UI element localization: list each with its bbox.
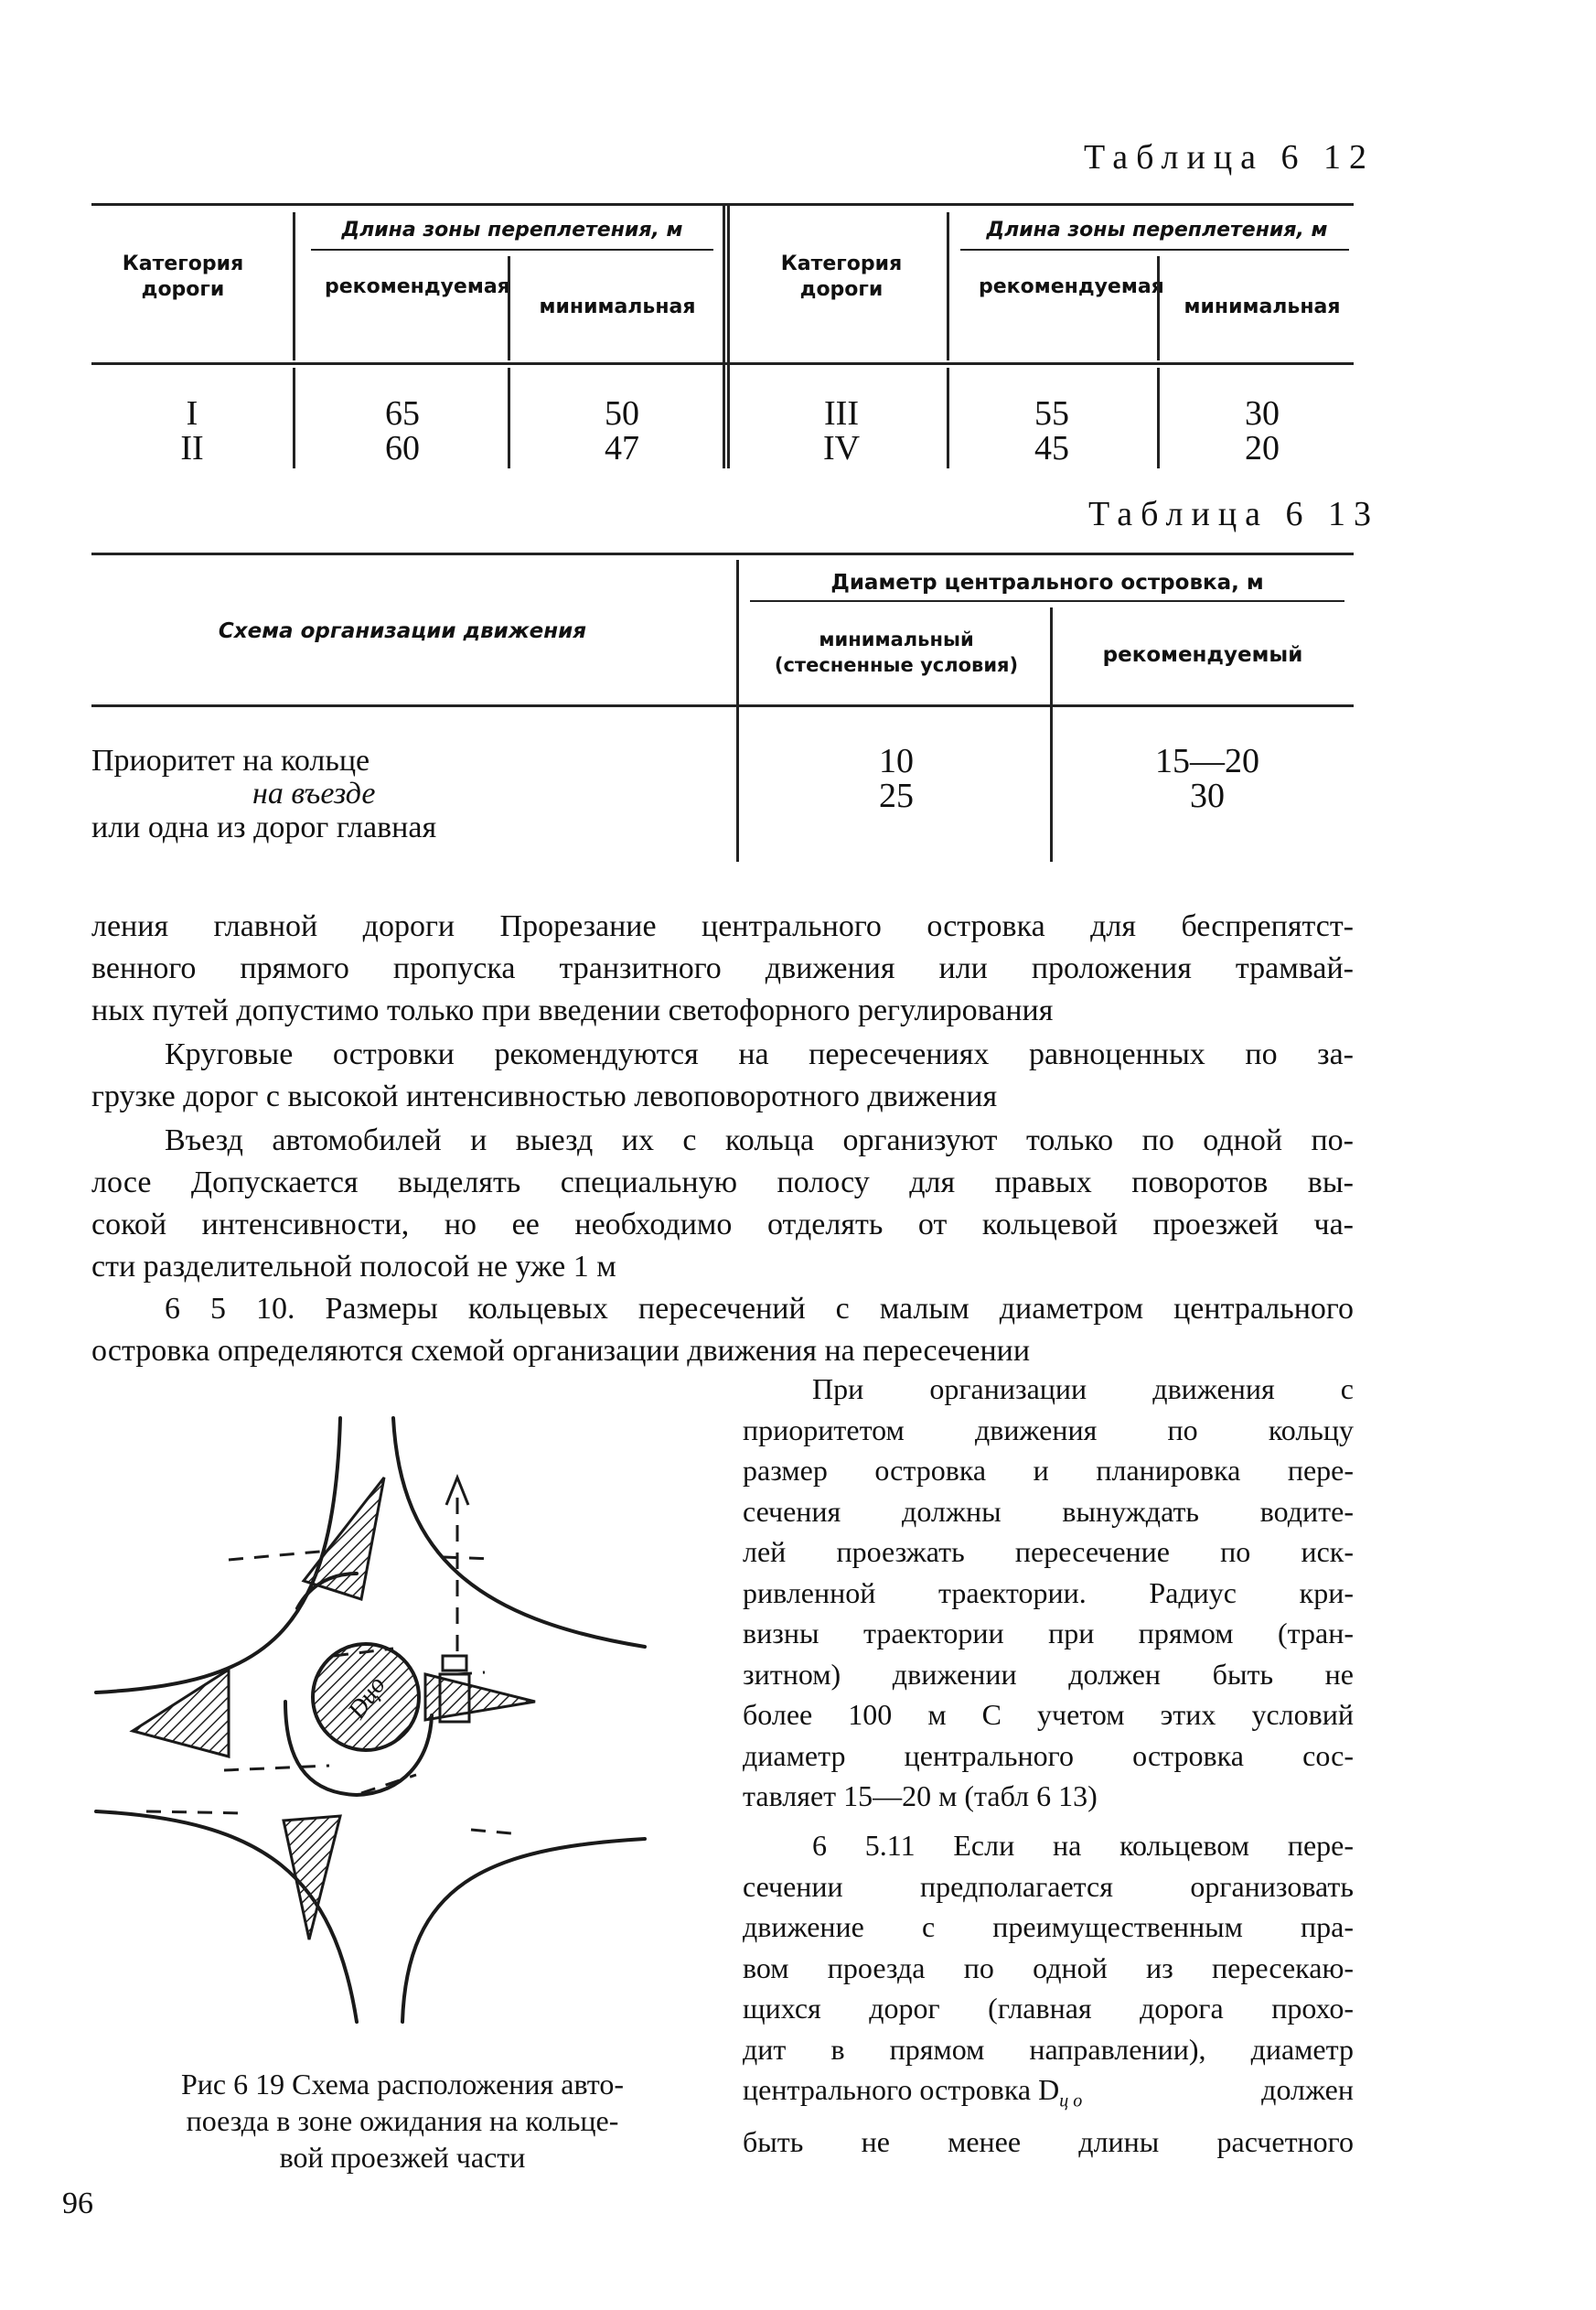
text-line: ления главной дороги Прорезание центрального островка для беспрепятст- <box>91 909 1354 943</box>
figure-caption <box>91 2066 713 2176</box>
table-612-cell: 60 <box>385 429 420 467</box>
table-612-center-double-rule <box>723 203 730 468</box>
caption-line: поезда в зоне ожидания на кольце- <box>186 2104 619 2137</box>
text-line: дит в прямом направлении), диаметр <box>743 2032 1354 2066</box>
text-line: тавляет 15—20 м (табл 6 13) <box>743 1779 1098 1812</box>
table-612-divider <box>1157 368 1160 468</box>
text-line: сокой интенсивности, но ее необходимо отделять от кольцевой проезжей ча- <box>91 1208 1354 1241</box>
table-612-col-recommended-left: рекомендуемая <box>325 275 510 298</box>
table-613-scheme: Приоритет на кольце <box>91 744 370 778</box>
paragraph <box>91 906 1354 1032</box>
table-612-cell: 30 <box>1245 394 1280 433</box>
table-613-sub-rule <box>750 600 1344 602</box>
table-612-cell: 55 <box>1034 394 1069 433</box>
caption-line: Рис 6 19 Схема расположения авто- <box>181 2068 624 2100</box>
text-line: 6 5.11 Если на кольцевом пере- <box>812 1829 1354 1862</box>
text-line: движение с преимущественным пра- <box>743 1910 1354 1943</box>
paragraph <box>91 1288 1354 1372</box>
table-613-scheme: или одна из дорог главная <box>91 811 437 844</box>
table-612-cell: 50 <box>605 394 639 433</box>
text-line: зитном) движении должен быть не <box>743 1657 1354 1691</box>
text-line: При организации движения с <box>812 1372 1354 1405</box>
text-line: размер островка и планировка пере- <box>743 1454 1354 1487</box>
table-612-cell: I <box>186 394 198 433</box>
table-612-divider <box>293 368 295 468</box>
table-613-divider <box>1050 607 1053 862</box>
island-label: Dцо <box>342 1671 391 1724</box>
table-612-cell: III <box>824 394 859 433</box>
table-612-cell: 65 <box>385 394 420 433</box>
table-612-cell: 20 <box>1245 429 1280 467</box>
text-line <box>743 2069 1354 2122</box>
text-line: визны траектории при прямом (тран- <box>743 1617 1354 1649</box>
table-613-cell: 25 <box>879 777 914 815</box>
caption-line: вой проезжей части <box>279 2141 526 2174</box>
table-613-col-recommended: рекомендуемый <box>1102 643 1303 667</box>
table-612-col-minimal-left: минимальная <box>539 295 696 318</box>
table-612-header-rule <box>91 362 1354 365</box>
text-line: приоритетом движения по кольцу <box>743 1413 1354 1446</box>
table-613-divider <box>736 560 739 862</box>
table-612-col-minimal-right: минимальная <box>1184 295 1341 318</box>
table-613-cell: 15—20 <box>1155 742 1259 780</box>
table-612-sub-rule-left <box>311 249 713 251</box>
text-line: щихся дорог (главная дорога прохо- <box>743 1992 1354 2025</box>
table-612-cell: 47 <box>605 429 639 467</box>
text-fragment: должен <box>1261 2073 1354 2106</box>
paragraph <box>91 1034 1354 1118</box>
table-612-col-category-right: Категория дороги <box>780 252 903 301</box>
table-612-divider <box>947 212 949 360</box>
text-line: быть не менее длины расчетного <box>743 2124 1354 2158</box>
paragraph <box>743 1369 1354 1817</box>
text-line: грузке дорог с высокой интенсивностью левоповоротного движения <box>91 1080 998 1113</box>
paragraph <box>91 1120 1354 1288</box>
table-613-cell: 30 <box>1190 777 1225 815</box>
table-612-col-recommended-right: рекомендуемая <box>979 275 1164 298</box>
table-613-caption: Таблица 6 13 <box>1088 495 1380 533</box>
table-612-cell: II <box>180 429 204 467</box>
table-612-divider <box>1157 256 1160 360</box>
table-612-divider <box>293 212 295 360</box>
table-612-col-length-right: Длина зоны переплетения, м <box>986 219 1328 242</box>
table-612-col-category-left: Категория дороги <box>122 252 244 301</box>
text-line: Въезд автомобилей и выезд их с кольца организуют только по одной по- <box>165 1123 1354 1157</box>
text-line: венного прямого пропуска транзитного движения или проложения трамвай- <box>91 951 1354 985</box>
text-line: ривленной траектории. Радиус кри- <box>743 1575 1354 1609</box>
subscript: ц о <box>1059 2090 1083 2111</box>
text-line: сти разделительной полосой не уже 1 м <box>91 1250 616 1284</box>
table-613-col-minimal: минимальный (стесненные условия) <box>774 629 1019 676</box>
table-613-scheme: на въезде <box>252 777 376 811</box>
page-number: 96 <box>62 2186 93 2220</box>
table-612-sub-rule-right <box>960 249 1349 251</box>
paragraph <box>743 1825 1354 2162</box>
table-613-top-rule <box>91 553 1354 555</box>
text-line: сечении предполагается организовать <box>743 1869 1354 1903</box>
table-613-col-scheme: Схема организации движения <box>218 619 587 643</box>
text-line: Круговые островки рекомендуются на пересечениях равноценных по за- <box>165 1037 1354 1071</box>
text-line: ных путей допустимо только при введении светофорного регулирования <box>91 994 1054 1027</box>
table-612-divider <box>508 368 510 468</box>
text-line: лей проезжать пересечение по иск- <box>743 1535 1354 1568</box>
text-line: более 100 м С учетом этих условий <box>743 1698 1354 1731</box>
text-line: лосе Допускается выделять специальную полосу для правых поворотов вы- <box>91 1166 1354 1199</box>
text-line: островка определяются схемой организации движения на пересечении <box>91 1334 1031 1368</box>
table-612-cell: IV <box>822 429 861 467</box>
table-612-cell: 45 <box>1034 429 1069 467</box>
table-613-col-diameter: Диаметр центрального островка, м <box>830 571 1264 595</box>
text-line: вом проезда по одной из пересекаю- <box>743 1950 1354 1984</box>
table-612-col-length-left: Длина зоны переплетения, м <box>341 219 683 242</box>
table-612-caption: Таблица 6 12 <box>1084 138 1376 177</box>
table-613-cell: 10 <box>879 742 914 780</box>
text-fragment: центрального островка D <box>743 2073 1060 2106</box>
text-line: диаметр центрального островка сос- <box>743 1738 1354 1772</box>
text-line: сечения должны вынуждать водите- <box>743 1494 1354 1528</box>
text-line: 6 5 10. Размеры кольцевых пересечений с малым диаметром центрального <box>165 1292 1354 1326</box>
roundabout-figure <box>91 1391 713 2031</box>
table-612-divider <box>947 368 949 468</box>
table-613-header-rule <box>91 704 1354 707</box>
table-612-divider <box>508 256 510 360</box>
